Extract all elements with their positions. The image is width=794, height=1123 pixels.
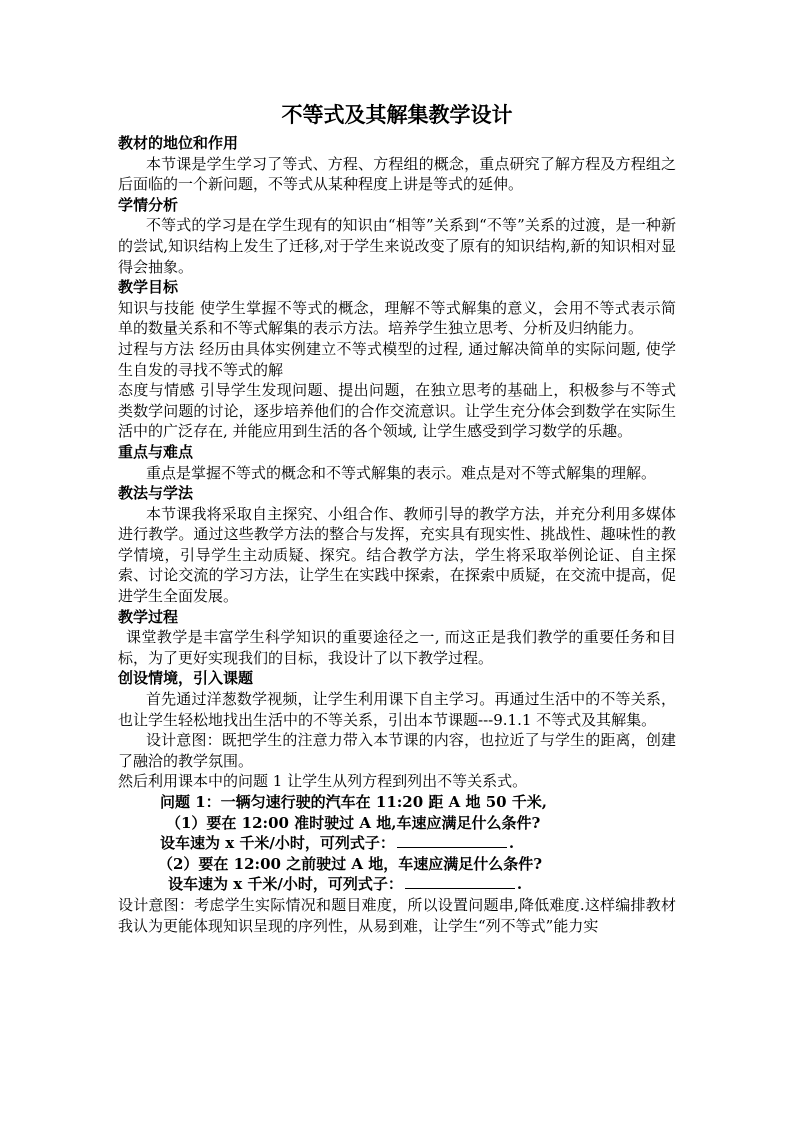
problem-1-part-1-fill [118,833,676,854]
section-heading-key-points: 重点与难点 [118,442,194,461]
section-heading-objectives: 教学目标 [118,278,179,297]
paragraph-learner-analysis: 不等式的学习是在学生现有的知识由“相等”关系到“不等”关系的过渡，是一种新的尝试,知识结构上发生了迁移,对于学生来说改变了原有的知识结构,新的知识相对显得会抽象。 [118,216,676,276]
section-heading-scenario: 创设情境，引入课题 [118,669,254,688]
fill-end-2: . [516,875,523,894]
fill-prompt-2: 设车速为 x 千米/小时，可列式子： [168,875,403,894]
paragraph-objective-process: 过程与方法 经历由具体实例建立不等式模型的过程, 通过解决简单的实际问题, 使学生自发的寻找不等式的解 [118,339,676,379]
problem-1-part-2: （2）要在 12:00 之前驶过 A 地，车速应满足什么条件? [158,854,543,873]
section-heading-learner-analysis: 学情分析 [118,195,179,214]
paragraph-problem-lead: 然后利用课本中的问题 1 让学生从列方程到列出不等关系式。 [118,772,528,791]
answer-blank-1 [397,833,507,848]
paragraph-methods: 本节课我将采取自主探究、小组合作、教师引导的教学方法，并充分利用多媒体进行教学。通过这些教学方法的整合与发挥，充实具有现实性、挑战性、趣味性的教学情境，引导学生主动质疑、探究。结合教学方法，学生将采取举例论证、自主探索、讨论交流的学习方法，让学生在实践中探索，在探索中质疑，在交流中提高，促进学生全面发展。 [118,504,676,606]
paragraph-design-intent-1: 设计意图：既把学生的注意力带入本节课的内容，也拉近了与学生的距离，创建了融洽的教学氛围。 [118,731,676,770]
problem-1-statement: 问题 1：一辆匀速行驶的汽车在 11:20 距 A 地 50 千米, [160,793,548,811]
document-title: 不等式及其解集教学设计 [281,102,513,127]
section-heading-methods: 教法与学法 [118,484,194,503]
answer-blank-2 [405,874,515,889]
paragraph-objective-knowledge: 知识与技能 使学生掌握不等式的概念，理解不等式解集的意义，会用不等式表示简单的数量关系和不等式解集的表示方法。培养学生独立思考、分析及归纳能力。 [118,298,676,338]
fill-prompt-1: 设车速为 x 千米/小时，可列式子： [160,834,395,853]
section-heading-position: 教材的地位和作用 [118,134,239,152]
fill-end-1: . [508,834,515,853]
document-page [118,100,676,936]
problem-1-part-2-fill [118,874,676,895]
paragraph-objective-attitude: 态度与情感 引导学生发现问题、提出问题，在独立思考的基础上，积极参与不等式类数学问题的讨论，逐步培养他们的合作交流意识。让学生充分体会到数学在实际生活中的广泛存在, 并能应用到生活的各个领域, 让学生感受到学习数学的乐趣。 [118,381,676,441]
paragraph-key-points: 重点是掌握不等式的概念和不等式解集的表示。难点是对不等式解集的理解。 [146,463,657,482]
paragraph-design-intent-2: 设计意图：考虑学生实际情况和题目难度，所以设置问题串,降低难度.这样编排教材我认为更能体现知识呈现的序列性，从易到难，让学生“列不等式”能力实 [118,895,676,935]
problem-1-part-1: （1）要在 12:00 准时驶过 A 地,车速应满足什么条件? [166,813,541,832]
paragraph-process: 课堂教学是丰富学生科学知识的重要途径之一, 而这正是我们教学的重要任务和目标，为了更好实现我们的目标，我设计了以下教学过程。 [118,628,676,667]
section-heading-process: 教学过程 [118,607,179,626]
paragraph-scenario-intro: 首先通过洋葱数学视频，让学生利用课下自主学习。再通过生活中的不等关系，也让学生轻松地找出生活中的不等关系，引出本节课题---9.1.1 不等式及其解集。 [118,690,676,729]
paragraph-position: 本节课是学生学习了等式、方程、方程组的概念，重点研究了解方程及方程组之后面临的一个新问题，不等式从某种程度上讲是等式的延伸。 [118,154,676,194]
